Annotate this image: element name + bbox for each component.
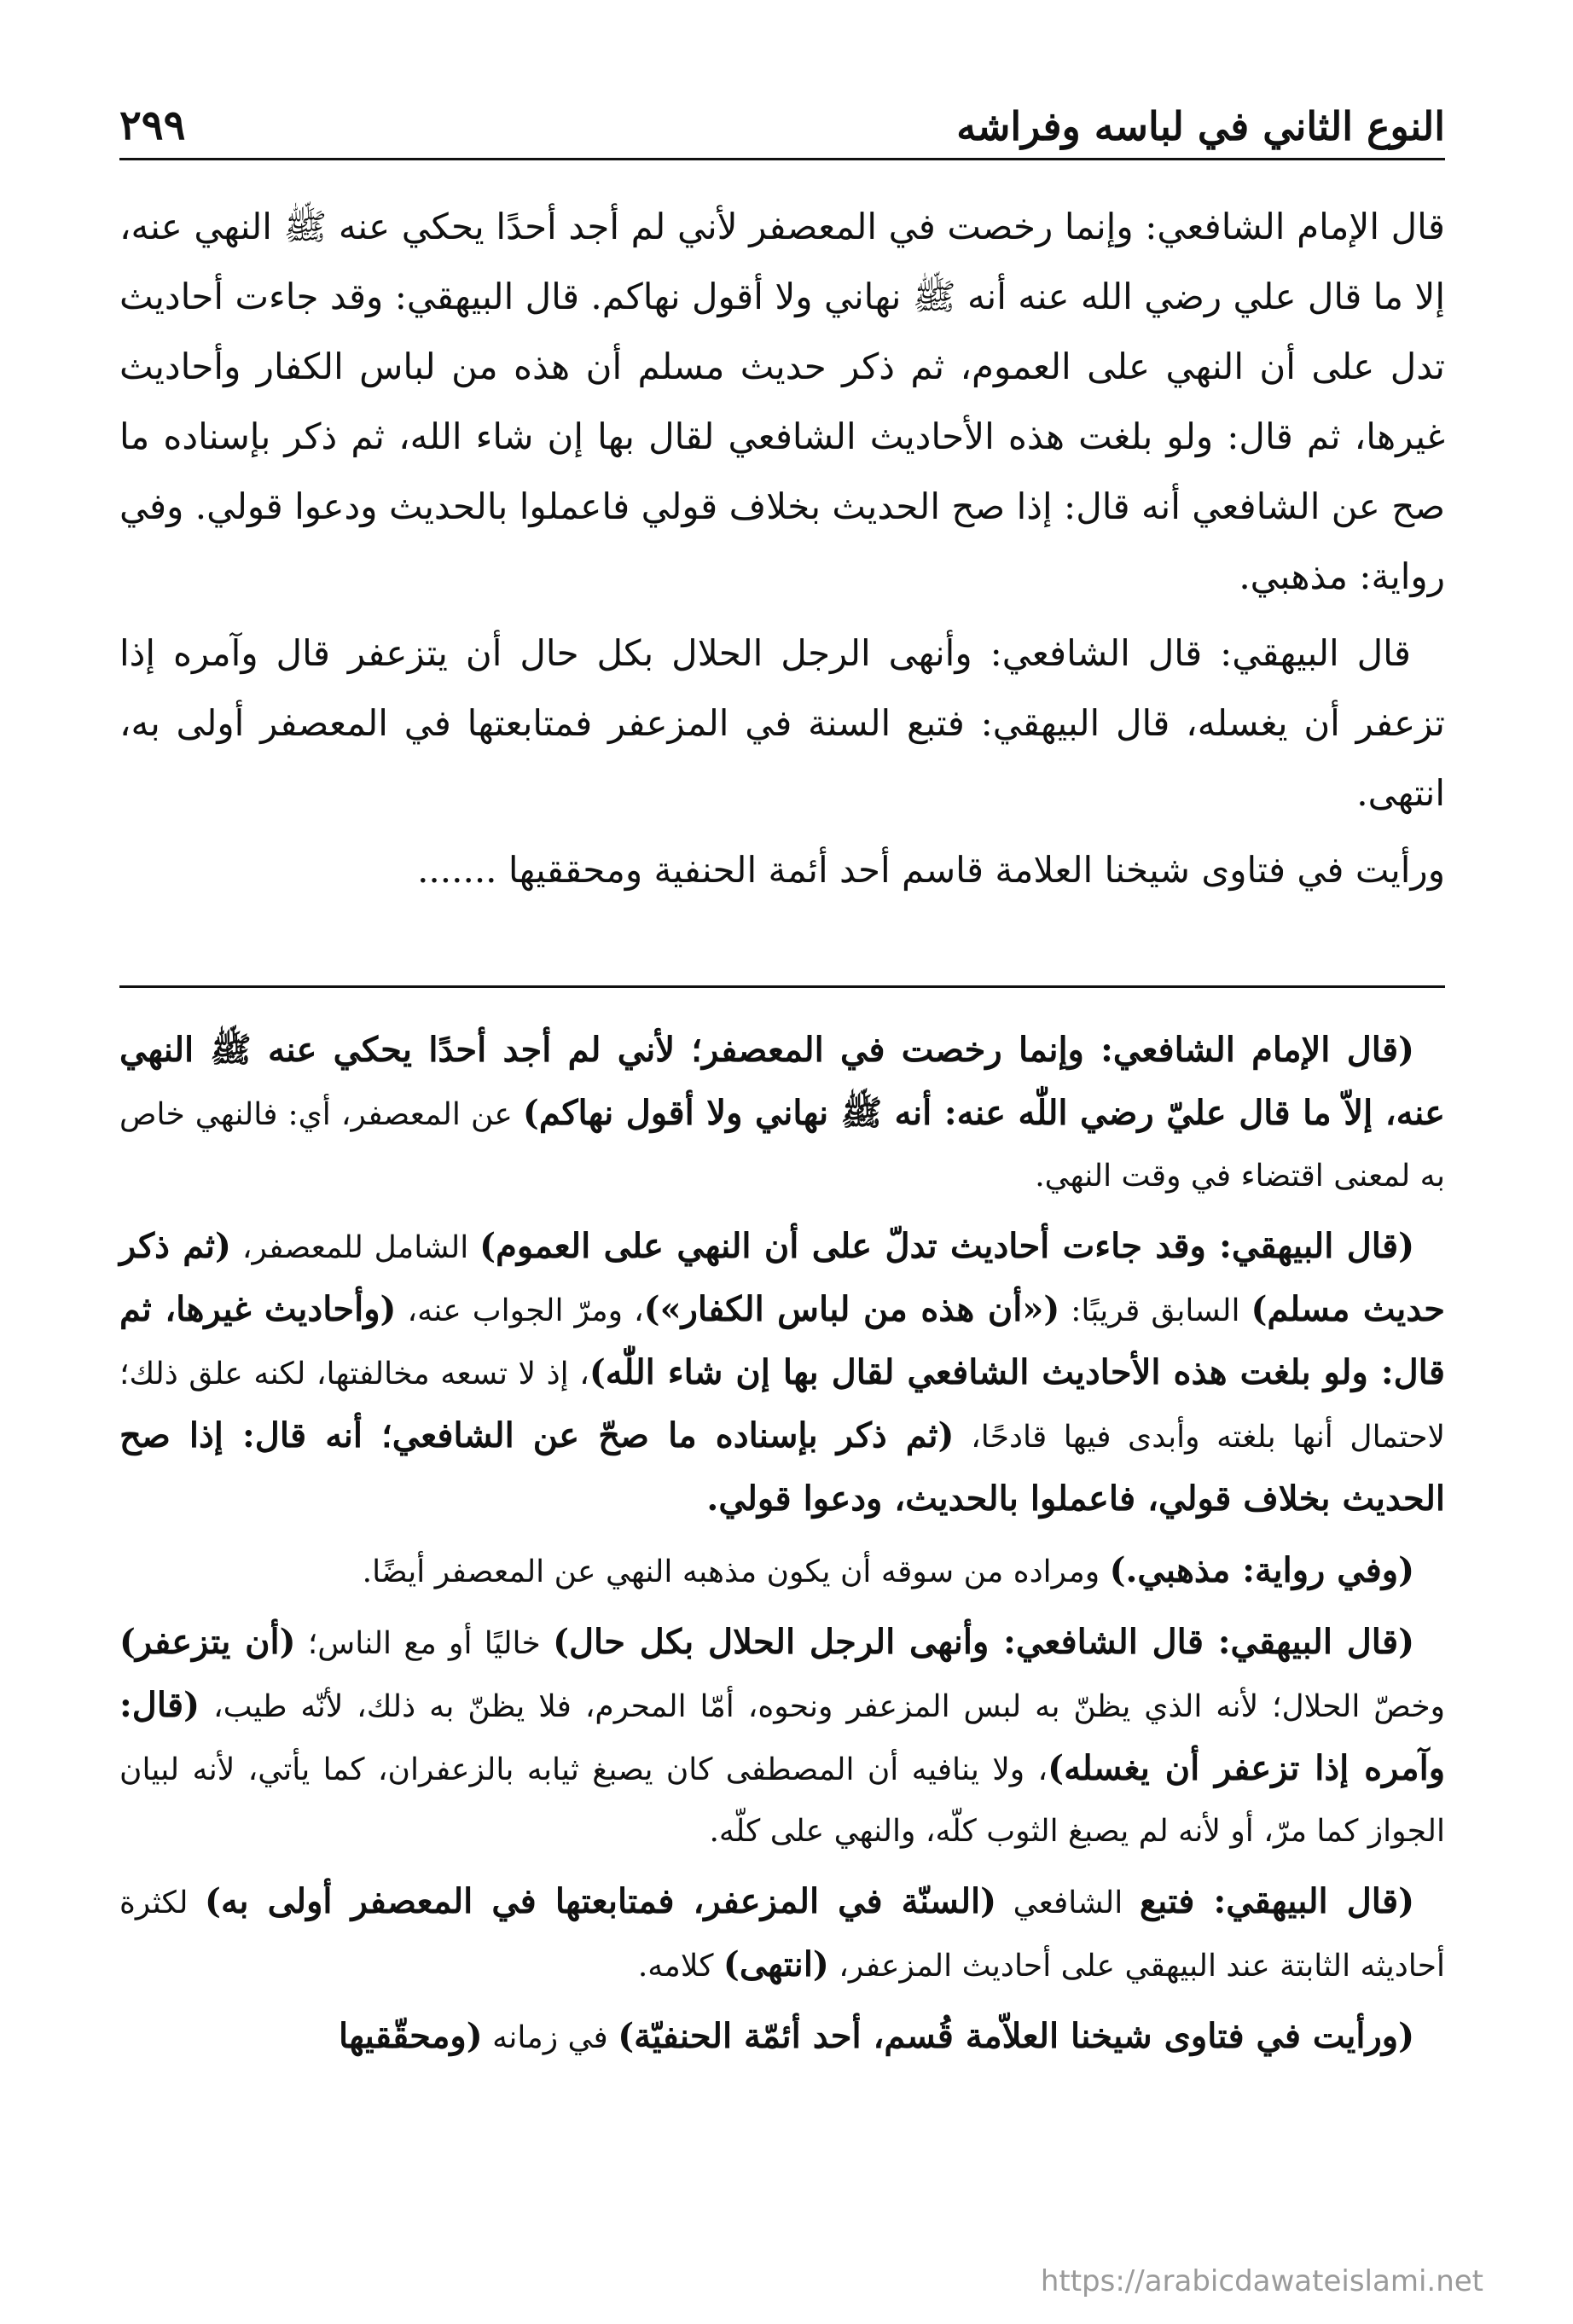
commentary-text: [119, 1020, 1445, 2077]
commentary-paragraph: (وفي رواية: مذهبي.) ومراده من سوقه أن يكون مذهبه النهي عن المعصفر أيضًا.: [362, 1550, 1414, 1590]
section-divider: [119, 985, 1445, 988]
commentary-paragraph: (ورأيت في فتاوى شيخنا العلاّمة قُسم، أحد أئمّة الحنفيّة) في زمانه (ومحقّقيها: [339, 2016, 1414, 2056]
main-text-paragraph: ورأيت في فتاوى شيخنا العلامة قاسم أحد أئمة الحنفية ومحققيها .......: [417, 849, 1445, 891]
commentary-paragraph: (قال البيهقي: وقد جاءت أحاديث تدلّ على أن النهي على العموم) الشامل للمعصفر، (ثم ذكر حديث مسلم) السابق قريبًا: («أن هذه من لباس الكفار»)، ومرّ الجواب عنه، (وأحاديث غيرها، ثم قال: ولو بلغت هذه الأحاديث الشافعي لقال بها إن شاء اللّٰه)، إذ لا تسعه مخالفتها، لكنه علق ذلك؛ لاحتمال أنها بلغته وأبدى فيها قادحًا، (ثم ذكر بإسناده ما صحّ عن الشافعي؛ أنه قال: إذا صح الحديث بخلاف قولي، فاعملوا بالحديث، ودعوا قولي.: [119, 1226, 1445, 1519]
main-text-paragraph: قال البيهقي: قال الشافعي: وأنهى الرجل الحلال بكل حال أن يتزعفر قال وآمره إذا تزعفر أن يغسله، قال البيهقي: فتبع السنة في المزعفر فمتابعتها في المعصفر أولى به، انتهى.: [119, 632, 1445, 814]
main-text-paragraph: قال الإمام الشافعي: وإنما رخصت في المعصفر لأني لم أجد أحدًا يحكي عنه ﷺ النهي عنه، إلا ما قال علي رضي الله عنه أنه ﷺ نهاني ولا أقول نهاكم. قال البيهقي: وقد جاءت أحاديث تدل على أن النهي على العموم، ثم ذكر حديث مسلم أن هذه من لباس الكفار وأحاديث غيرها، ثم قال: ولو بلغت هذه الأحاديث الشافعي لقال بها إن شاء الله، ثم ذكر بإسناده ما صح عن الشافعي أنه قال: إذا صح الحديث بخلاف قولي فاعملوا بالحديث ودعوا قولي. وفي رواية: مذهبي.: [119, 206, 1445, 597]
commentary-paragraph: (قال البيهقي: قال الشافعي: وأنهى الرجل الحلال بكل حال) خاليًا أو مع الناس؛ (أن يتزعفر) وخصّ الحلال؛ لأنه الذي يظنّ به لبس المزعفر ونحوه، أمّا المحرم، فلا يظنّ به ذلك، لأنّه طيب، (قال: وآمره إذا تزعفر أن يغسله)، ولا ينافيه أن المصطفى كان يصبغ ثيابه بالزعفران، كما يأتي، لأنه لبيان الجواز كما مرّ، أو لأنه لم يصبغ الثوب كلّه، والنهي على كلّه.: [119, 1622, 1446, 1849]
commentary-paragraph: (قال الإمام الشافعي: وإنما رخصت في المعصفر؛ لأني لم أجد أحدًا يحكي عنه ﷺ النهي عنه، إلاّ ما قال عليّ رضي اللّٰه عنه: أنه ﷺ نهاني ولا أقول نهاكم) عن المعصفر، أي: فالنهي خاص به لمعنى اقتضاء في وقت النهي.: [119, 1030, 1446, 1194]
running-header: [119, 81, 1445, 160]
chapter-title: النوع الثاني في لباسه وفراشه: [956, 103, 1445, 149]
page-number: ٢٩٩: [119, 102, 186, 149]
main-text: [119, 192, 1445, 912]
commentary-paragraph: (قال البيهقي: فتبع الشافعي (السنّة في المزعفر، فمتابعتها في المعصفر أولى به) لكثرة أحاديثه الثابتة عند البيهقي على أحاديث المزعفر، (انتهى) كلامه.: [119, 1881, 1445, 1984]
watermark-url: https://arabicdawateislami.net: [1040, 2264, 1483, 2298]
